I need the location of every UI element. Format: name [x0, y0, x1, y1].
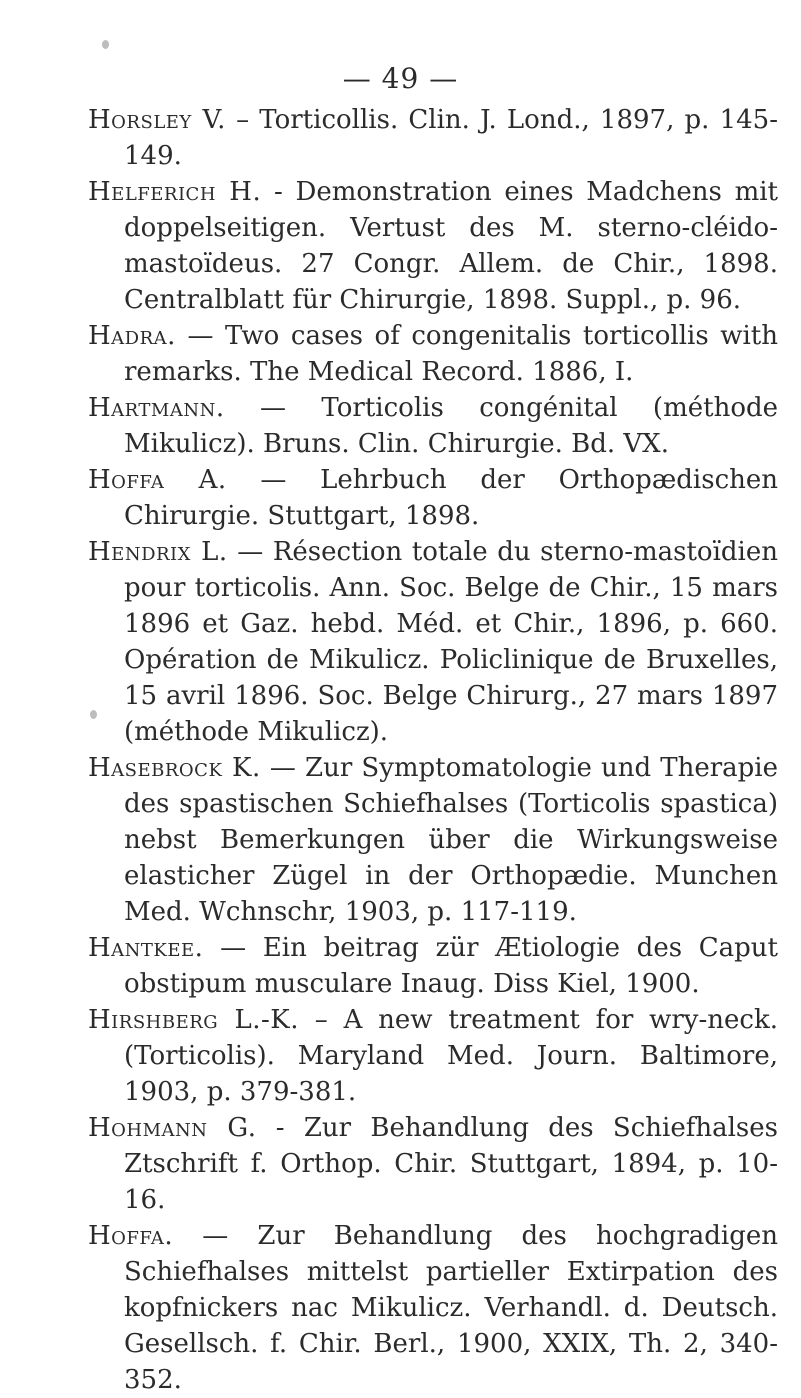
reference-entry — [88, 750, 778, 930]
reference-entry — [88, 1110, 778, 1218]
reference-text: - Demonstration eines Madchens mit doppelseitigen. Vertust des M. sterno-cléido-mastoïdeus. 27 Congr. Allem. de Chir., 1898. Centralblatt für Chirurgie, 1898. Suppl., p. 96. — [124, 177, 779, 315]
reference-text: — Zur Behandlung des hochgradigen Schiefhalses mittelst partieller Extirpation des kopfnickers nac Mikulicz. Verhandl. d. Deutsch. Gesellsch. f. Chir. Berl., 1900, XXIX, Th. 2, 340-352. — [124, 1221, 778, 1395]
reference-author: Horsley V. — [88, 105, 226, 135]
reference-entry — [88, 462, 778, 534]
reference-entry — [88, 1002, 778, 1110]
reference-author: Hadra. — [88, 321, 176, 351]
reference-author: Hoffa. — [88, 1221, 174, 1251]
reference-text: — Ein beitrag zür Ætiologie des Caput obstipum musculare Inaug. Diss Kiel, 1900. — [124, 933, 778, 999]
reference-text: – A new treatment for wry-neck. (Torticolis). Maryland Med. Journ. Baltimore, 1903, p. 379-381. — [124, 1005, 778, 1107]
reference-text: — Lehrbuch der Orthopædischen Chirurgie. Stuttgart, 1898. — [124, 465, 779, 531]
paper-speck-top — [102, 40, 109, 49]
reference-text: — Zur Symptomatologie und Therapie des spastischen Schiefhalses (Torticolis spastica) nebst Bemerkungen über die Wirkungsweise elasticher Zügel in der Orthopædie. Munchen Med. Wchnschr, 1903, p. 117-119. — [124, 753, 778, 927]
page-number: — 49 — — [342, 62, 459, 95]
reference-text: — Résection totale du sterno-mastoïdien pour torticolis. Ann. Soc. Belge de Chir., 15 mars 1896 et Gaz. hebd. Méd. et Chir., 1896, p. 660. Opération de Mikulicz. Policlinique de Bruxelles, 15 avril 1896. Soc. Belge Chirurg., 27 mars 1897 (méthode Mikulicz). — [124, 537, 778, 747]
reference-author: Helferich H. — [88, 177, 262, 207]
reference-author: Hirshberg L.-K. — [88, 1005, 299, 1035]
reference-entry — [88, 930, 778, 1002]
reference-entry — [88, 318, 778, 390]
reference-author: Hoffa A. — [88, 465, 227, 495]
reference-text: — Two cases of congenitalis torticollis with remarks. The Medical Record. 1886, I. — [124, 321, 778, 387]
reference-author: Hasebrock K. — [88, 753, 261, 783]
reference-text: - Zur Behandlung des Schiefhalses Ztschrift f. Orthop. Chir. Stuttgart, 1894, p. 10-16. — [124, 1113, 778, 1215]
reference-author: Hantkee. — [88, 933, 204, 963]
bibliography-list — [88, 102, 778, 1398]
reference-entry — [88, 102, 778, 174]
reference-text: – Torticollis. Clin. J. Lond., 1897, p. 145-149. — [124, 105, 778, 171]
reference-text: — Torticolis congénital (méthode Mikulicz). Bruns. Clin. Chirurgie. Bd. VX. — [124, 393, 778, 459]
reference-entry — [88, 174, 778, 318]
reference-author: Hartmann. — [88, 393, 225, 423]
reference-entry — [88, 534, 778, 750]
reference-entry — [88, 1218, 778, 1398]
reference-author: Hohmann G. — [88, 1113, 257, 1143]
reference-author: Hendrix L. — [88, 537, 228, 567]
reference-entry — [88, 390, 778, 462]
